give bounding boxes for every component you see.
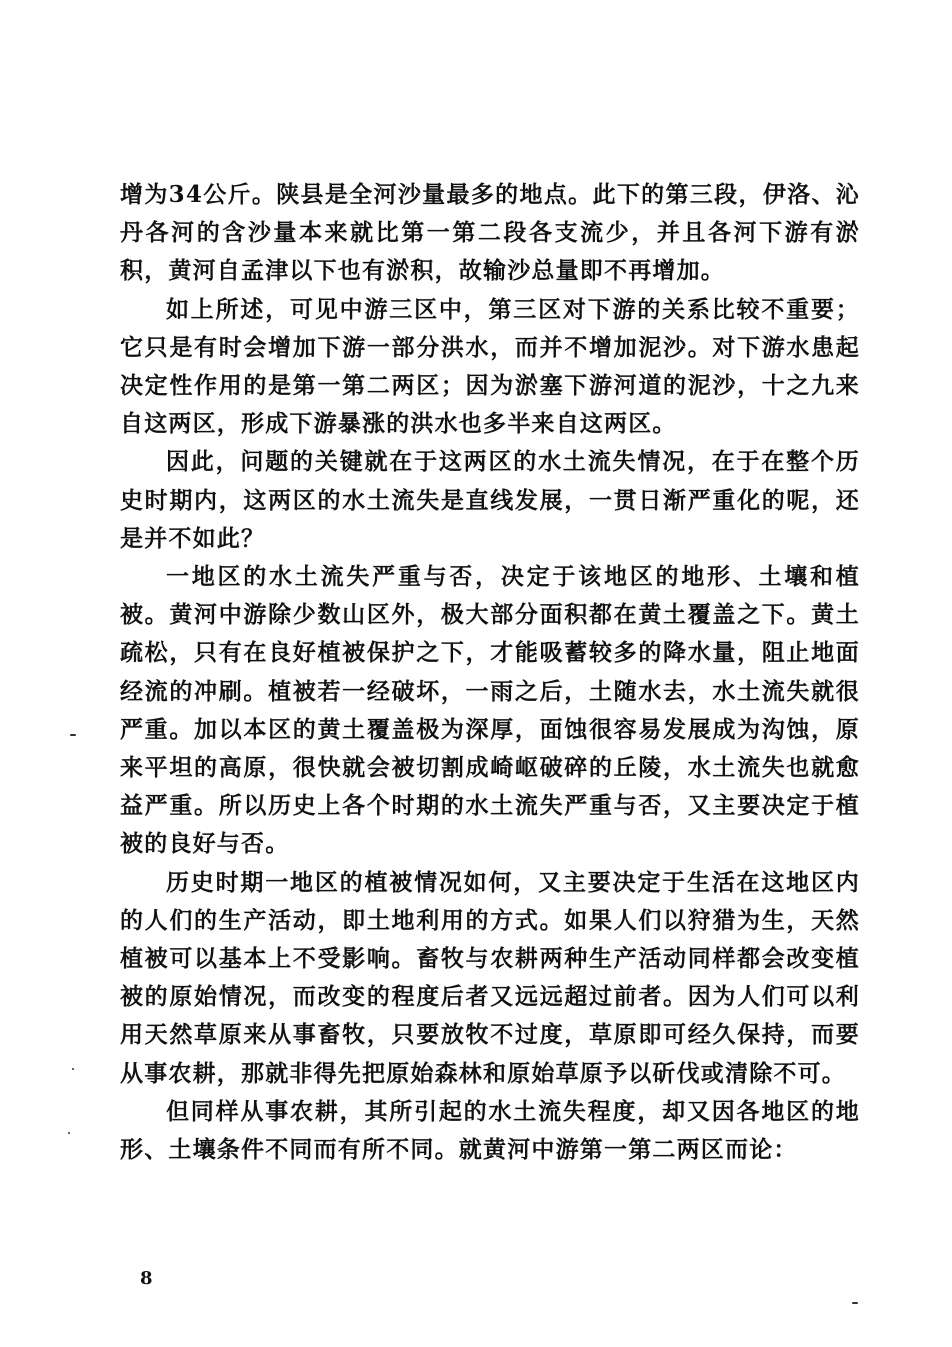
paragraph-4: 一地区的水土流失严重与否，决定于该地区的地形、土壤和植被。黄河中游除少数山区外，极大部分面积都在黄土覆盖之下。黄土疏松，只有在良好植被保护之下，才能吸蓄较多的降水量，阻止地面经流的冲刷。植被若一经破坏，一雨之后，土随水去，水土流失就很严重。加以本区的黄土覆盖极为深厚，面蚀很容易发展成为沟蚀，原来平坦的高原，很快就会被切割成崎岖破碎的丘陵，水土流失也就愈益严重。所以历史上各个时期的水土流失严重与否，又主要决定于植被的良好与否。 bbox=[120, 563, 860, 858]
paragraph-5: 历史时期一地区的植被情况如何，又主要决定于生活在这地区内的人们的生产活动，即土地利用的方式。如果人们以狩猎为生，天然植被可以基本上不受影响。畜牧与农耕两种生产活动同样都会改变植被的原始情况，而改变的程度后者又远远超过前者。因为人们可以利用天然草原来从事畜牧，只要放牧不过度，草原即可经久保持，而要从事农耕，那就非得先把原始森林和原始草原予以斫伐或清除不可。 bbox=[120, 868, 860, 1087]
scan-speck bbox=[68, 1132, 70, 1134]
body-text bbox=[120, 176, 860, 1169]
scan-speck bbox=[72, 1068, 74, 1070]
paragraph-1: 增为34公斤。陕县是全河沙量最多的地点。此下的第三段，伊洛、沁丹各河的含沙量本来就比第一第二段各支流少，并且各河下游有淤积，黄河自孟津以下也有淤积，故输沙总量即不再增加。 bbox=[120, 181, 860, 285]
scan-speck bbox=[70, 734, 76, 736]
paragraph-2: 如上所述，可见中游三区中，第三区对下游的关系比较不重要；它只是有时会增加下游一部分洪水，而并不增加泥沙。对下游水患起决定性作用的是第一第二两区；因为淤塞下游河道的泥沙，十之九来自这两区，形成下游暴涨的洪水也多半来自这两区。 bbox=[120, 295, 860, 438]
page-number: 8 bbox=[140, 1268, 153, 1289]
paragraph-3: 因此，问题的关键就在于这两区的水土流失情况，在于在整个历史时期内，这两区的水土流失是直线发展，一贯日渐严重化的呢，还是并不如此？ bbox=[120, 448, 860, 552]
paragraph-6: 但同样从事农耕，其所引起的水土流失程度，却又因各地区的地形、土壤条件不同而有所不同。就黄河中游第一第二两区而论： bbox=[120, 1097, 860, 1164]
scan-speck bbox=[852, 1302, 858, 1304]
